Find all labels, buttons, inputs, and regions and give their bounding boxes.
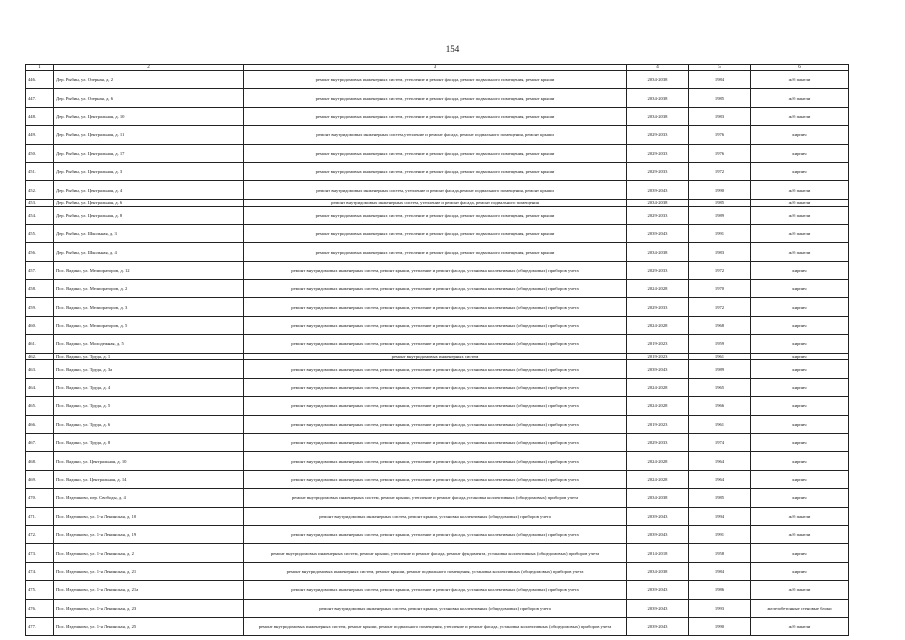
material-cell: ж/б панели xyxy=(751,181,849,199)
table-row xyxy=(26,243,849,261)
table-row xyxy=(26,199,849,206)
table-row xyxy=(26,206,849,224)
address-cell: Пос. Издешково, ул. 1-я Ленинская, д. 21 xyxy=(54,562,244,580)
period-cell: 2029-2033 xyxy=(627,126,689,144)
material-cell: кирпич xyxy=(751,280,849,298)
table-row xyxy=(26,126,849,144)
material-cell: кирпич xyxy=(751,415,849,433)
period-cell: 2039-2043 xyxy=(627,360,689,378)
row-number-cell: 456. xyxy=(26,243,54,261)
year-cell: 1968 xyxy=(689,316,751,334)
year-cell: 1991 xyxy=(689,525,751,543)
table-row xyxy=(26,162,849,180)
row-number-cell: 459. xyxy=(26,298,54,316)
works-cell: ремонт внутридомовых инженерных систем, утепление и ремонт фасада, ремонт подвального помещения xyxy=(244,199,627,206)
works-cell: ремонт внутридомовых инженерных систем, ремонт крыши, ремонт подвального помещения, установка коллективных (общедомовых) приборов учета xyxy=(244,562,627,580)
works-cell: ремонт внутридомовых инженерных систем, ремонт крыши, ремонт подвального помещения, утепление и ремонт фасада, установка коллективных (общедомовых) приборов учета xyxy=(244,617,627,635)
table-row xyxy=(26,507,849,525)
year-cell: 1986 xyxy=(689,581,751,599)
row-number-cell: 464. xyxy=(26,378,54,396)
address-cell: Пос. Вадино, ул. Труда, д. 5 xyxy=(54,397,244,415)
year-cell: 1974 xyxy=(689,434,751,452)
year-cell: 1961 xyxy=(689,415,751,433)
table-row xyxy=(26,89,849,107)
table-row xyxy=(26,224,849,242)
works-cell: ремонт внутридомовых инженерных систем, утепление и ремонт фасада, ремонт подвального помещения, ремонт крыши xyxy=(244,243,627,261)
year-cell: 1989 xyxy=(689,206,751,224)
material-cell: кирпич xyxy=(751,452,849,470)
works-cell: ремонт внутридомовых инженерных систем, ремонт крыши, установка коллективных (общедомовых) приборов учета xyxy=(244,599,627,617)
year-cell: 1965 xyxy=(689,378,751,396)
row-number-cell: 454. xyxy=(26,206,54,224)
table-row xyxy=(26,470,849,488)
row-number-cell: 447. xyxy=(26,89,54,107)
row-number-cell: 466. xyxy=(26,415,54,433)
year-cell: 1964 xyxy=(689,470,751,488)
row-number-cell: 457. xyxy=(26,261,54,279)
works-cell: ремонт внутридомовых инженерных систем, ремонт крыши, утепление и ремонт фасада, установка коллективных (общедомовых) приборов учета xyxy=(244,415,627,433)
works-cell: ремонт внутридомовых инженерных систем, утепление и ремонт фасада, ремонт подвального помещения, ремонт крыши xyxy=(244,144,627,162)
table-row xyxy=(26,617,849,635)
address-cell: Дер. Рыбин, ул. Центральная, д. 4 xyxy=(54,181,244,199)
row-number-cell: 455. xyxy=(26,224,54,242)
row-number-cell: 448. xyxy=(26,107,54,125)
address-cell: Пос. Издешково, ул. 1-я Ленинская, д. 2 xyxy=(54,544,244,562)
address-cell: Дер. Рыбин, ул. Озерная, д. 2 xyxy=(54,71,244,89)
works-cell: ремонт внутридомовых инженерных систем, ремонт крыши, утепление и ремонт фасада, установка коллективных (общедомовых) приборов учета xyxy=(244,261,627,279)
material-cell: ж/б панели xyxy=(751,206,849,224)
row-number-cell: 475. xyxy=(26,581,54,599)
year-cell: 1990 xyxy=(689,181,751,199)
column-number: 5 xyxy=(689,65,751,71)
material-cell: кирпич xyxy=(751,470,849,488)
table-row xyxy=(26,415,849,433)
year-cell: 1970 xyxy=(689,280,751,298)
address-cell: Пос. Вадино, ул. Труда, д. 1 xyxy=(54,353,244,360)
address-cell: Пос. Издешково, ул. 1-я Ленинская, д. 23 xyxy=(54,599,244,617)
works-cell: ремонт внутридомовых инженерных систем, ремонт крыши, утепление и ремонт фасада, установка коллективных (общедомовых) приборов учета xyxy=(244,335,627,353)
material-cell: кирпич xyxy=(751,378,849,396)
period-cell: 2039-2043 xyxy=(627,581,689,599)
address-cell: Пос. Вадино, ул. Мелиораторов, д. 2 xyxy=(54,280,244,298)
table-row xyxy=(26,107,849,125)
row-number-cell: 463. xyxy=(26,360,54,378)
period-cell: 2039-2043 xyxy=(627,181,689,199)
works-cell: ремонт внутридомовых инженерных систем, утепление и ремонт фасада,ремонт подвального помещения, ремонт крыши xyxy=(244,181,627,199)
table-row xyxy=(26,452,849,470)
material-cell: ж/б панели xyxy=(751,199,849,206)
year-cell: 1985 xyxy=(689,89,751,107)
period-cell: 2039-2043 xyxy=(627,507,689,525)
material-cell: кирпич xyxy=(751,397,849,415)
column-number: 3 xyxy=(244,65,627,71)
row-number-cell: 469. xyxy=(26,470,54,488)
period-cell: 2019-2023 xyxy=(627,353,689,360)
row-number-cell: 467. xyxy=(26,434,54,452)
table-row xyxy=(26,525,849,543)
row-number-cell: 453. xyxy=(26,199,54,206)
row-number-cell: 458. xyxy=(26,280,54,298)
table-row xyxy=(26,298,849,316)
row-number-cell: 451. xyxy=(26,162,54,180)
period-cell: 2029-2033 xyxy=(627,162,689,180)
year-cell: 1983 xyxy=(689,107,751,125)
material-cell: ж/б панели xyxy=(751,525,849,543)
material-cell: железобетонные стеновые блоки xyxy=(751,599,849,617)
works-cell: ремонт внутридомовых инженерных систем, ремонт крыши, утепление и ремонт фасада, установка коллективных (общедомовых) приборов учета xyxy=(244,581,627,599)
works-cell: ремонт внутридомовых инженерных систем, утепление и ремонт фасада, ремонт подвального помещения, ремонт крыши xyxy=(244,162,627,180)
period-cell: 2024-2028 xyxy=(627,397,689,415)
year-cell: 1994 xyxy=(689,507,751,525)
year-cell: 1972 xyxy=(689,162,751,180)
period-cell: 2029-2033 xyxy=(627,434,689,452)
table-row xyxy=(26,544,849,562)
works-cell: ремонт внутридомовых инженерных систем, ремонт крыши, утепление и ремонт фасада, установка коллективных (общедомовых) приборов учета xyxy=(244,470,627,488)
period-cell: 2014-2018 xyxy=(627,544,689,562)
address-cell: Пос. Вадино, ул. Труда, д. 3а xyxy=(54,360,244,378)
period-cell: 2039-2043 xyxy=(627,617,689,635)
works-cell: ремонт внутридомовых инженерных систем, ремонт крыши, утепление и ремонт фасада, установка коллективных (общедомовых) приборов учета xyxy=(244,378,627,396)
works-cell: ремонт внутридомовых инженерных систем, ремонт крыши, установка коллективных (общедомовых) приборов учета xyxy=(244,507,627,525)
year-cell: 1976 xyxy=(689,126,751,144)
address-cell: Дер. Рыбин, ул. Центральная, д. 6 xyxy=(54,199,244,206)
period-cell: 2034-2038 xyxy=(627,489,689,507)
row-number-cell: 473. xyxy=(26,544,54,562)
address-cell: Пос. Вадино, ул. Мелиораторов, д. 3 xyxy=(54,298,244,316)
year-cell: 1972 xyxy=(689,261,751,279)
material-cell: ж/б панели xyxy=(751,617,849,635)
address-cell: Пос. Вадино, ул. Мелиораторов, д. 5 xyxy=(54,316,244,334)
table-row xyxy=(26,378,849,396)
period-cell: 2024-2028 xyxy=(627,378,689,396)
table-row xyxy=(26,434,849,452)
table-row xyxy=(26,353,849,360)
year-cell: 1958 xyxy=(689,544,751,562)
column-number: 2 xyxy=(54,65,244,71)
works-cell: ремонт внутридомовых инженерных систем, ремонт крыши, утепление и ремонт фасада, установка коллективных (общедомовых) приборов учета xyxy=(244,452,627,470)
year-cell: 1966 xyxy=(689,397,751,415)
row-number-cell: 460. xyxy=(26,316,54,334)
period-cell: 2034-2038 xyxy=(627,199,689,206)
table-row xyxy=(26,280,849,298)
address-cell: Пос. Вадино, ул. Труда, д. 4 xyxy=(54,378,244,396)
row-number-cell: 462. xyxy=(26,353,54,360)
address-cell: Дер. Рыбин, ул. Центральная, д. 11 xyxy=(54,126,244,144)
year-cell: 1985 xyxy=(689,199,751,206)
column-number: 4 xyxy=(627,65,689,71)
address-cell: Пос. Вадино, ул. Труда, д. 8 xyxy=(54,434,244,452)
period-cell: 2024-2028 xyxy=(627,280,689,298)
material-cell: ж/б панели xyxy=(751,581,849,599)
period-cell: 2029-2033 xyxy=(627,144,689,162)
address-cell: Пос. Издешково, ул. 1-я Ленинская, д. 10 xyxy=(54,507,244,525)
works-cell: ремонт внутридомовых инженерных систем, ремонт крыши, утепление и ремонт фасада, установка коллективных (общедомовых) приборов учета xyxy=(244,434,627,452)
material-cell: ж/б панели xyxy=(751,507,849,525)
address-cell: Дер. Рыбин, ул. Школьная, д. 4 xyxy=(54,243,244,261)
table-row xyxy=(26,316,849,334)
address-cell: Дер. Рыбин, ул. Озерная, д. 6 xyxy=(54,89,244,107)
table-row xyxy=(26,489,849,507)
period-cell: 2034-2038 xyxy=(627,562,689,580)
table-row xyxy=(26,562,849,580)
address-cell: Пос. Издешково, ул. 1-я Ленинская, д. 19 xyxy=(54,525,244,543)
row-number-cell: 471. xyxy=(26,507,54,525)
material-cell: ж/б панели xyxy=(751,71,849,89)
column-number: 6 xyxy=(751,65,849,71)
works-cell: ремонт внутридомовых инженерных систем,утепление и ремонт фасада, ремонт подвального помещения, ремонт крыши xyxy=(244,126,627,144)
works-cell: ремонт внутридомовых инженерных систем, ремонт крыши, утепление и ремонт фасада, установка коллективных (общедомовых) приборов учета xyxy=(244,397,627,415)
address-cell: Пос. Вадино, ул. Центральная, д. 14 xyxy=(54,470,244,488)
address-cell: Пос. Издешково, ул. 1-я Ленинская, д. 21а xyxy=(54,581,244,599)
works-cell: ремонт внутридомовых инженерных систем, утепление и ремонт фасада, ремонт подвального помещения, ремонт крыши xyxy=(244,107,627,125)
works-cell: ремонт внутридомовых инженерных систем, ремонт крыши, утепление и ремонт фасада, ремонт фундамента, установка коллективных (общедомовых) приборов учета xyxy=(244,544,627,562)
material-cell: кирпич xyxy=(751,360,849,378)
period-cell: 2039-2043 xyxy=(627,224,689,242)
material-cell: ж/б панели xyxy=(751,107,849,125)
material-cell: кирпич xyxy=(751,144,849,162)
table-row xyxy=(26,71,849,89)
works-cell: ремонт внутридомовых инженерных систем, ремонт крыши, утепление и ремонт фасада,установка коллективных (общедомовых) приборов учета xyxy=(244,489,627,507)
address-cell: Пос. Вадино, ул. Молодежная, д. 5 xyxy=(54,335,244,353)
material-cell: ж/б панели xyxy=(751,243,849,261)
address-cell: Дер. Рыбин, ул. Центральная, д. 17 xyxy=(54,144,244,162)
page-number: 154 xyxy=(445,44,460,54)
material-cell: ж/б панели xyxy=(751,224,849,242)
material-cell: кирпич xyxy=(751,434,849,452)
works-cell: ремонт внутридомовых инженерных систем, ремонт крыши, утепление и ремонт фасада, установка коллективных (общедомовых) приборов учета xyxy=(244,298,627,316)
address-cell: Дер. Рыбин, ул. Школьная, д. 3 xyxy=(54,224,244,242)
year-cell: 1964 xyxy=(689,452,751,470)
period-cell: 2034-2038 xyxy=(627,243,689,261)
row-number-cell: 446. xyxy=(26,71,54,89)
row-number-cell: 470. xyxy=(26,489,54,507)
year-cell: 1990 xyxy=(689,617,751,635)
material-cell: кирпич xyxy=(751,544,849,562)
row-number-cell: 477. xyxy=(26,617,54,635)
year-cell: 1984 xyxy=(689,562,751,580)
material-cell: кирпич xyxy=(751,562,849,580)
year-cell: 1989 xyxy=(689,360,751,378)
year-cell: 1991 xyxy=(689,224,751,242)
table-row xyxy=(26,335,849,353)
row-number-cell: 474. xyxy=(26,562,54,580)
material-cell: кирпич xyxy=(751,261,849,279)
period-cell: 2034-2038 xyxy=(627,107,689,125)
row-number-cell: 461. xyxy=(26,335,54,353)
period-cell: 2019-2023 xyxy=(627,415,689,433)
period-cell: 2034-2038 xyxy=(627,89,689,107)
works-cell: ремонт внутридомовых инженерных систем, ремонт крыши, утепление и ремонт фасада, установка коллективных (общедомовых) приборов учета xyxy=(244,280,627,298)
period-cell: 2029-2033 xyxy=(627,206,689,224)
works-cell: ремонт внутридомовых инженерных систем, утепление и ремонт фасада, ремонт подвального помещения, ремонт крыши xyxy=(244,71,627,89)
works-cell: ремонт внутридомовых инженерных систем, ремонт крыши, утепление и ремонт фасада, установка коллективных (общедомовых) приборов учета xyxy=(244,360,627,378)
works-cell: ремонт внутридомовых инженерных систем xyxy=(244,353,627,360)
address-cell: Дер. Рыбин, ул. Центральная, д. 8 xyxy=(54,206,244,224)
row-number-cell: 452. xyxy=(26,181,54,199)
year-cell: 1976 xyxy=(689,144,751,162)
works-cell: ремонт внутридомовых инженерных систем, ремонт крыши, утепление и ремонт фасада, установка коллективных (общедомовых) приборов учета xyxy=(244,525,627,543)
period-cell: 2024-2028 xyxy=(627,452,689,470)
works-cell: ремонт внутридомовых инженерных систем, утепление и ремонт фасада, ремонт подвального помещения, ремонт крыши xyxy=(244,224,627,242)
table-row xyxy=(26,599,849,617)
table-row xyxy=(26,581,849,599)
material-cell: кирпич xyxy=(751,316,849,334)
address-cell: Пос. Вадино, ул. Труда, д. 6 xyxy=(54,415,244,433)
works-cell: ремонт внутридомовых инженерных систем, утепление и ремонт фасада, ремонт подвального помещения, ремонт крыши xyxy=(244,206,627,224)
column-number: 1 xyxy=(26,65,54,71)
address-cell: Дер. Рыбин, ул. Центральная, д. 3 xyxy=(54,162,244,180)
address-cell: Пос. Издешково, ул. 1-я Ленинская, д. 25 xyxy=(54,617,244,635)
row-number-cell: 472. xyxy=(26,525,54,543)
year-cell: 1959 xyxy=(689,335,751,353)
year-cell: 1972 xyxy=(689,298,751,316)
period-cell: 2039-2043 xyxy=(627,599,689,617)
period-cell: 2019-2023 xyxy=(627,335,689,353)
period-cell: 2039-2043 xyxy=(627,525,689,543)
material-cell: кирпич xyxy=(751,353,849,360)
table-row xyxy=(26,397,849,415)
address-cell: Пос. Вадино, ул. Мелиораторов, д. 12 xyxy=(54,261,244,279)
material-cell: кирпич xyxy=(751,489,849,507)
table-row xyxy=(26,181,849,199)
material-cell: ж/б панели xyxy=(751,89,849,107)
address-cell: Пос. Издешково, пер. Свободы, д. 4 xyxy=(54,489,244,507)
row-number-cell: 465. xyxy=(26,397,54,415)
period-cell: 2034-2038 xyxy=(627,71,689,89)
address-cell: Дер. Рыбин, ул. Центральная, д. 10 xyxy=(54,107,244,125)
row-number-cell: 476. xyxy=(26,599,54,617)
register-table xyxy=(25,64,849,636)
material-cell: кирпич xyxy=(751,298,849,316)
material-cell: кирпич xyxy=(751,126,849,144)
row-number-cell: 468. xyxy=(26,452,54,470)
address-cell: Пос. Вадино, ул. Центральная, д. 10 xyxy=(54,452,244,470)
works-cell: ремонт внутридомовых инженерных систем, утепление и ремонт фасада, ремонт подвального помещения, ремонт крыши xyxy=(244,89,627,107)
period-cell: 2024-2028 xyxy=(627,316,689,334)
year-cell: 1983 xyxy=(689,243,751,261)
year-cell: 1984 xyxy=(689,71,751,89)
period-cell: 2029-2033 xyxy=(627,298,689,316)
works-cell: ремонт внутридомовых инженерных систем, ремонт крыши, утепление и ремонт фасада, установка коллективных (общедомовых) приборов учета xyxy=(244,316,627,334)
material-cell: кирпич xyxy=(751,162,849,180)
table-row xyxy=(26,261,849,279)
year-cell: 1961 xyxy=(689,353,751,360)
period-cell: 2029-2033 xyxy=(627,261,689,279)
period-cell: 2024-2028 xyxy=(627,470,689,488)
year-cell: 1993 xyxy=(689,599,751,617)
row-number-cell: 450. xyxy=(26,144,54,162)
table-row xyxy=(26,360,849,378)
row-number-cell: 449. xyxy=(26,126,54,144)
material-cell: кирпич xyxy=(751,335,849,353)
year-cell: 1985 xyxy=(689,489,751,507)
table-row xyxy=(26,144,849,162)
